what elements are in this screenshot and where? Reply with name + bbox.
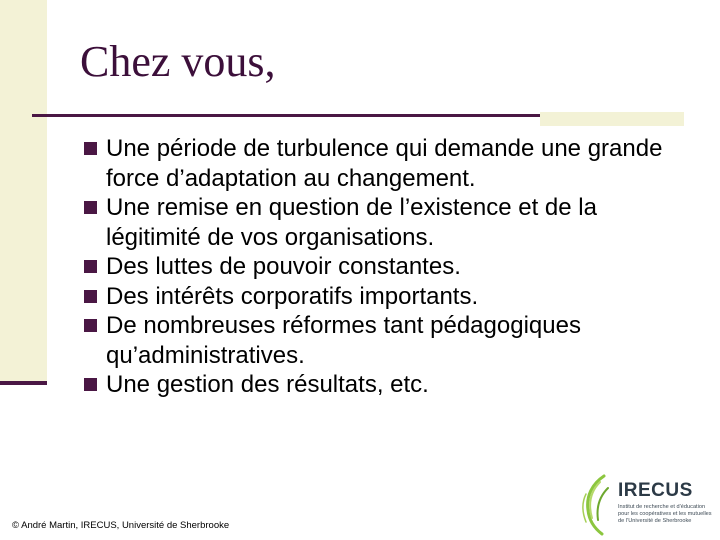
bullet-item [84,282,694,312]
bullet-item [84,134,694,193]
bullet-item [84,252,694,282]
bullet-text: Une remise en question de l’existence et de la légitimité de vos organisations. [106,194,597,251]
square-bullet-icon [84,378,97,391]
square-bullet-icon [84,290,97,303]
bullet-text: Des luttes de pouvoir constantes. [106,253,461,280]
square-bullet-icon [84,201,97,214]
left-decorative-band [0,0,47,383]
logo-tagline: Institut de recherche et d’éducation pour les coopératives et les mutuelles de l’Université de Sherbrooke [618,504,712,524]
bullet-item [84,193,694,252]
square-bullet-icon [84,142,97,155]
slide-title: Chez vous, [80,37,276,86]
title-divider-accent [540,112,684,126]
square-bullet-icon [84,260,97,273]
left-band-rule [0,381,47,385]
bullet-text: Une gestion des résultats, etc. [106,371,429,398]
bullet-item [84,370,694,400]
bullet-text: De nombreuses réformes tant pédagogiques qu’administratives. [106,312,581,369]
bullet-list [84,134,694,400]
square-bullet-icon [84,319,97,332]
leaf-swirl-icon [578,474,612,536]
irecus-logo [578,474,714,536]
copyright-footer: © André Martin, IRECUS, Université de Sherbrooke [12,520,230,531]
bullet-item [84,311,694,370]
title-divider [32,114,540,117]
bullet-text: Une période de turbulence qui demande une grande force d’adaptation au changement. [106,135,663,192]
bullet-text: Des intérêts corporatifs importants. [106,282,479,310]
logo-name: IRECUS [618,480,693,501]
